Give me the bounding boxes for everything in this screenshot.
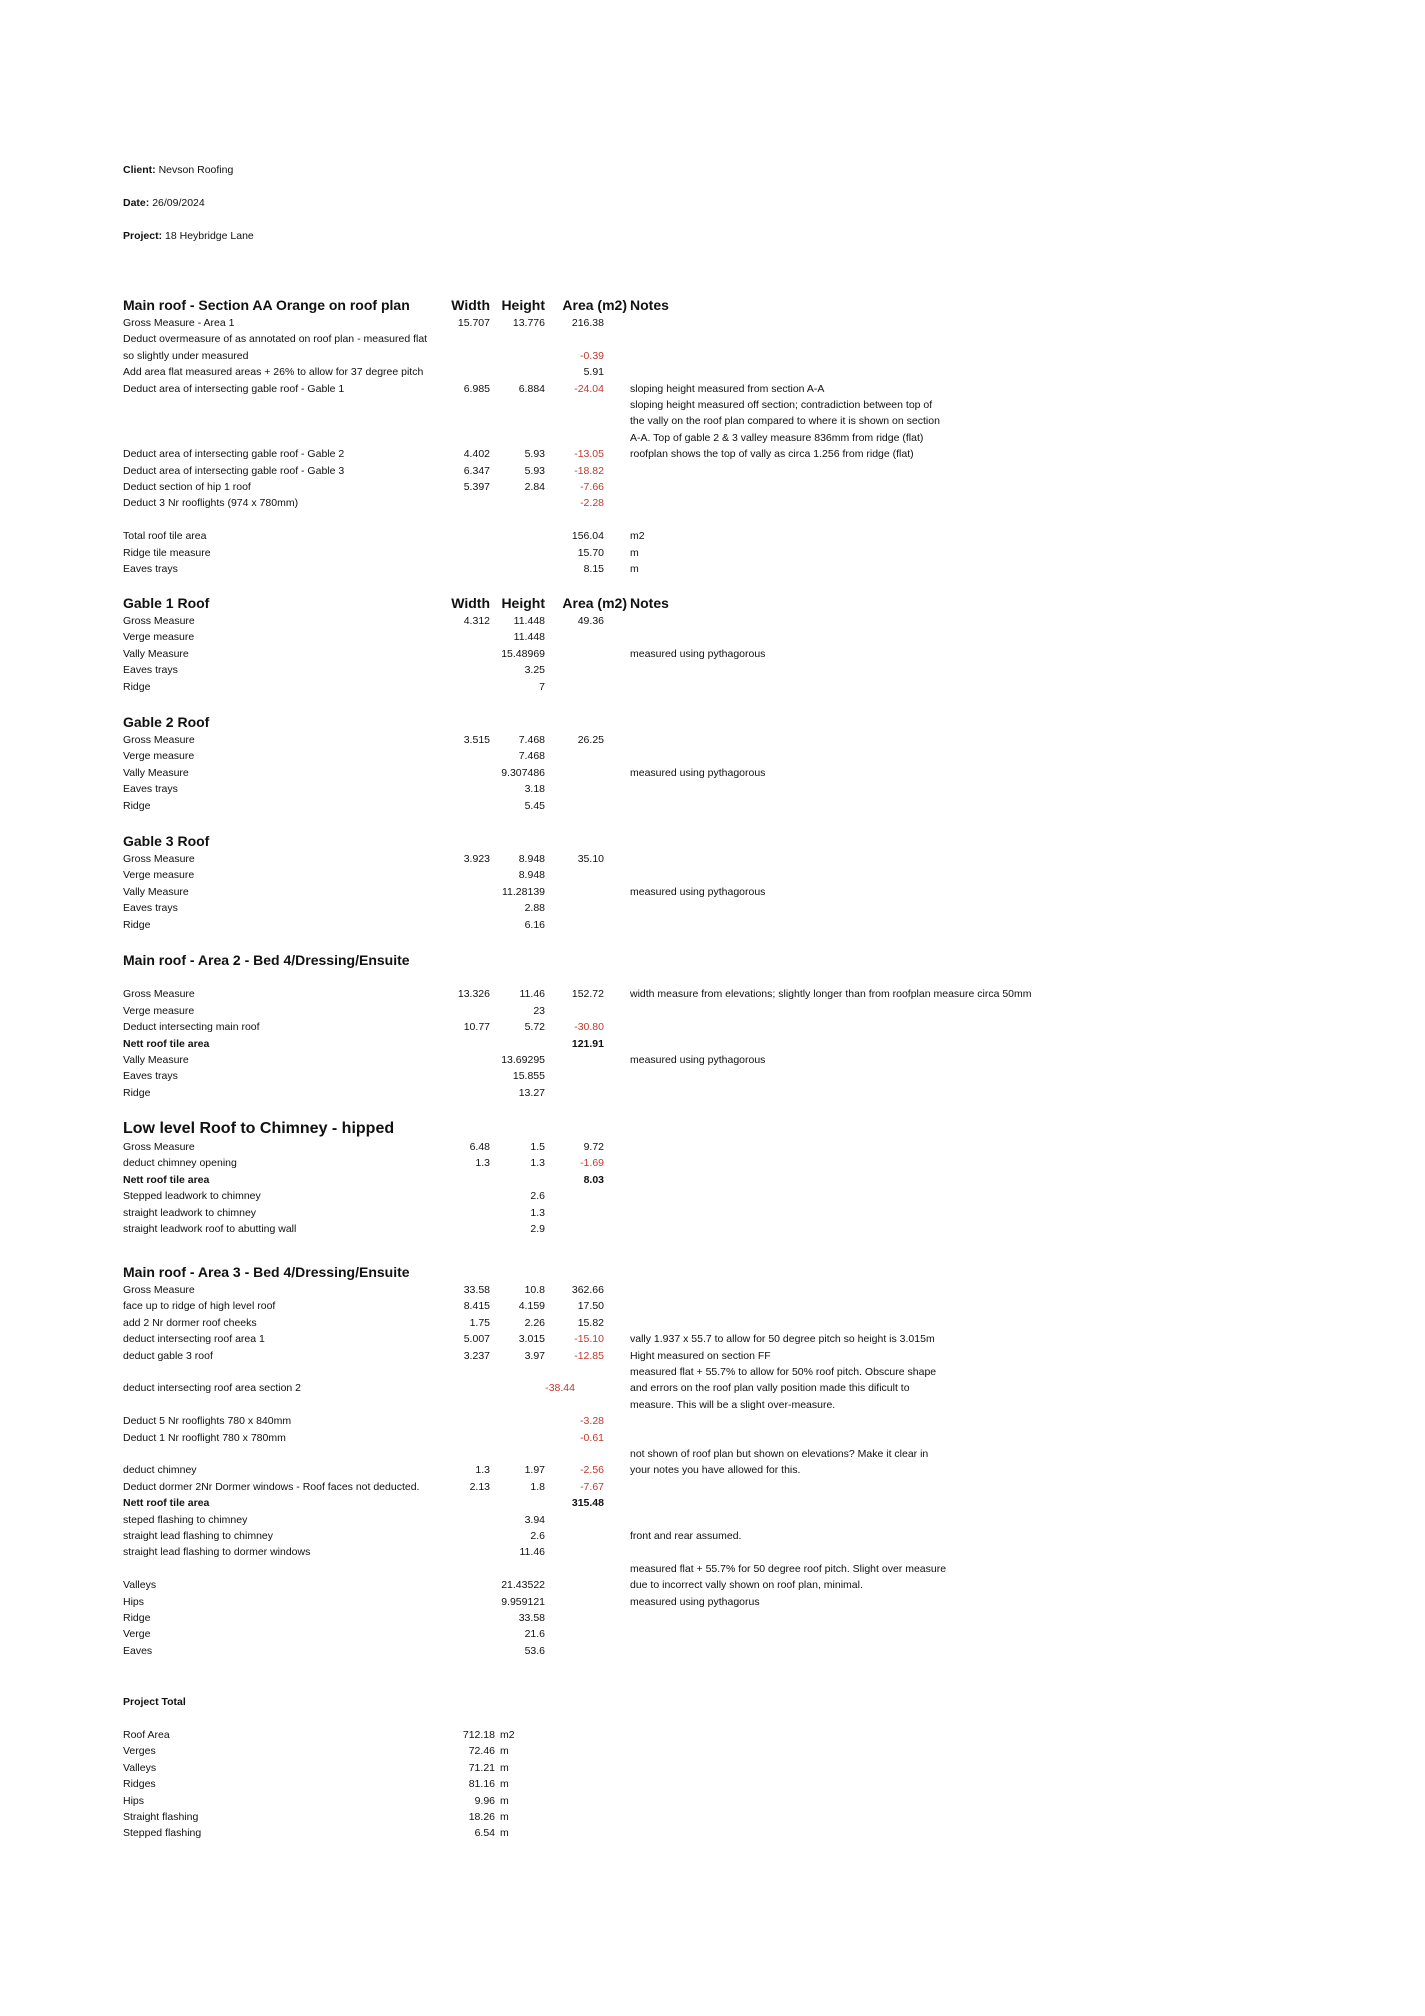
row-note: the vally on the roof plan compared to where it is shown on section — [630, 415, 940, 428]
total-value: 71.21 — [468, 1761, 495, 1774]
total-label: Ridges — [123, 1778, 156, 1791]
row-area: -2.28 — [580, 497, 604, 510]
row-label: Verge measure — [123, 1004, 195, 1017]
row-height: 5.93 — [524, 448, 545, 461]
row-area: -0.39 — [580, 349, 604, 362]
row-area: 152.72 — [571, 988, 604, 1001]
row-area: -3.28 — [580, 1415, 604, 1428]
row-width: 3.923 — [463, 853, 490, 865]
total-unit: m — [500, 1794, 509, 1807]
row-width: 10.77 — [463, 1021, 490, 1034]
total-value: 18.26 — [468, 1811, 495, 1823]
row-area: 15.70 — [577, 546, 604, 559]
section-title: Low level Roof to Chimney - hipped — [123, 1120, 395, 1137]
row-label: deduct intersecting roof area 1 — [123, 1333, 265, 1346]
row-label: face up to ridge of high level roof — [123, 1300, 276, 1313]
section-title: Gable 1 Roof — [123, 595, 210, 611]
row-label: Add area flat measured areas + 26% to allow for 37 degree pitch — [123, 366, 424, 379]
row-height: 15.48969 — [501, 647, 545, 660]
row-height: 3.015 — [518, 1333, 545, 1346]
row-note: vally 1.937 x 55.7 to allow for 50 degree pitch so height is 3.015m — [630, 1333, 935, 1346]
row-label: Nett roof tile area — [123, 1037, 210, 1050]
meta-label: Client: — [123, 164, 156, 176]
row-height: 13.776 — [512, 317, 545, 329]
row-label: Stepped leadwork to chimney — [123, 1190, 261, 1203]
row-note: measured flat + 55.7% to allow for 50% roof pitch. Obscure shape — [630, 1366, 937, 1378]
row-height: 2.6 — [530, 1530, 545, 1542]
row-label: Gross Measure — [123, 615, 195, 627]
row-note: sloping height measured off section; contradiction between top of — [630, 399, 933, 411]
row-label: Nett roof tile area — [123, 1173, 210, 1186]
row-area: -30.80 — [574, 1021, 604, 1034]
row-area: 9.72 — [583, 1141, 604, 1153]
row-note: front and rear assumed. — [630, 1530, 742, 1542]
total-unit: m — [500, 1745, 509, 1758]
row-label: Verge measure — [123, 631, 195, 644]
row-width: 8.415 — [463, 1300, 490, 1313]
row-note: due to incorrect vally shown on roof plan, minimal. — [630, 1579, 863, 1592]
row-height: 8.948 — [518, 869, 545, 882]
row-width: 33.58 — [463, 1284, 490, 1296]
row-height: 5.72 — [524, 1021, 545, 1034]
row-area: -7.66 — [580, 481, 604, 493]
row-label: Gross Measure — [123, 853, 195, 865]
row-note: measured using pythagorus — [630, 1595, 760, 1608]
section-title: Main roof - Area 3 - Bed 4/Dressing/Ensuite — [123, 1264, 410, 1280]
col-notes-header: Notes — [630, 595, 669, 611]
row-label: Deduct intersecting main roof — [123, 1021, 260, 1034]
row-area: 156.04 — [571, 530, 604, 543]
total-label: Hips — [123, 1794, 145, 1807]
meta-line — [123, 196, 205, 210]
meta-label: Project: — [123, 230, 163, 242]
row-area: 121.91 — [571, 1037, 604, 1050]
row-label: Vally Measure — [123, 766, 189, 779]
row-label: Ridge — [123, 1086, 151, 1099]
row-area: 35.10 — [577, 853, 604, 865]
row-height: 2.9 — [530, 1223, 545, 1235]
section-title: Main roof - Section AA Orange on roof plan — [123, 297, 410, 313]
total-value: 81.16 — [468, 1778, 495, 1791]
row-note: width measure from elevations; slightly longer than from roofplan measure circa 50mm — [630, 988, 1032, 1001]
row-area: 216.38 — [571, 317, 604, 329]
row-note: measured using pythagorous — [630, 1054, 766, 1066]
row-label: Vally Measure — [123, 1054, 189, 1066]
row-width: 13.326 — [457, 988, 490, 1001]
col-height-header: Height — [501, 595, 545, 611]
total-value: 712.18 — [462, 1729, 495, 1741]
row-height: 11.448 — [513, 615, 545, 627]
row-height: 7.468 — [518, 734, 545, 746]
row-label: Deduct area of intersecting gable roof - Gable 1 — [123, 382, 345, 395]
row-label: straight leadwork to chimney — [123, 1206, 257, 1219]
row-height: 10.8 — [524, 1284, 545, 1296]
row-width: 6.985 — [463, 382, 490, 395]
row-label: Deduct 3 Nr rooflights (974 x 780mm) — [123, 497, 299, 510]
row-area: 15.82 — [577, 1316, 604, 1329]
row-area: -0.61 — [580, 1431, 604, 1444]
row-height: 33.58 — [518, 1612, 545, 1624]
row-label: steped flashing to chimney — [123, 1513, 248, 1526]
row-height: 3.97 — [524, 1349, 545, 1362]
row-label: deduct chimney — [123, 1464, 197, 1477]
row-label: Deduct dormer 2Nr Dormer windows - Roof faces not deducted. — [123, 1480, 420, 1493]
row-height: 9.307486 — [501, 766, 545, 779]
total-unit: m — [500, 1811, 509, 1823]
project-total-title: Project Total — [123, 1696, 186, 1708]
col-notes-header: Notes — [630, 297, 669, 313]
meta-value: 26/09/2024 — [152, 197, 205, 209]
row-label: Eaves trays — [123, 902, 178, 915]
row-label: Ridge — [123, 1612, 151, 1624]
row-label: Ridge tile measure — [123, 546, 211, 559]
row-label: Verge measure — [123, 869, 195, 882]
row-height: 7.468 — [518, 750, 545, 763]
row-height: 7 — [539, 680, 545, 693]
row-label: straight lead flashing to dormer windows — [123, 1546, 311, 1559]
row-width: 5.007 — [463, 1333, 490, 1346]
total-unit: m — [500, 1778, 509, 1791]
row-width: 15.707 — [457, 317, 490, 329]
row-height: 11.46 — [519, 1546, 545, 1559]
row-height: 13.69295 — [501, 1054, 545, 1066]
total-value: 9.96 — [474, 1794, 495, 1807]
row-height: -38.44 — [545, 1382, 575, 1395]
row-height: 6.16 — [524, 918, 545, 931]
row-height: 1.5 — [530, 1141, 545, 1153]
row-area: -7.67 — [580, 1480, 604, 1493]
row-height: 3.25 — [524, 664, 545, 677]
row-width: 2.13 — [469, 1480, 490, 1493]
row-area: -2.56 — [580, 1464, 604, 1477]
row-area: 26.25 — [577, 734, 604, 746]
row-area: 315.48 — [571, 1497, 604, 1510]
row-note: m2 — [630, 530, 645, 543]
row-height: 1.3 — [530, 1206, 545, 1219]
row-label: Verge — [123, 1628, 151, 1641]
row-area: 362.66 — [571, 1284, 604, 1296]
col-height-header: Height — [501, 297, 545, 313]
row-note: A-A. Top of gable 2 & 3 valley measure 836mm from ridge (flat) — [630, 431, 924, 444]
row-height: 13.27 — [518, 1086, 545, 1099]
total-label: Roof Area — [123, 1729, 170, 1741]
row-height: 1.3 — [530, 1157, 545, 1170]
row-height: 2.88 — [524, 902, 545, 915]
row-height: 5.93 — [524, 464, 545, 477]
row-note: your notes you have allowed for this. — [630, 1464, 801, 1477]
row-label: Ridge — [123, 799, 151, 812]
total-label: Valleys — [123, 1761, 157, 1774]
meta-label: Date: — [123, 197, 150, 209]
total-label: Stepped flashing — [123, 1827, 202, 1840]
row-note: Hight measured on section FF — [630, 1349, 771, 1362]
row-label: Deduct area of intersecting gable roof - Gable 2 — [123, 448, 345, 461]
row-label: straight lead flashing to chimney — [123, 1530, 273, 1542]
row-note: measured flat + 55.7% for 50 degree roof pitch. Slight over measure — [630, 1562, 947, 1575]
row-label: Eaves — [123, 1644, 153, 1657]
col-width-header: Width — [451, 297, 490, 313]
col-width-header: Width — [451, 595, 490, 611]
total-value: 72.46 — [468, 1745, 495, 1758]
row-height: 1.8 — [530, 1480, 545, 1493]
col-area-header: Area (m2) — [562, 297, 627, 313]
row-label: Deduct section of hip 1 roof — [123, 481, 251, 493]
row-area: -12.85 — [574, 1349, 604, 1362]
row-label: Gross Measure — [123, 988, 195, 1001]
row-area: 8.03 — [583, 1173, 604, 1186]
row-area: -18.82 — [574, 464, 604, 477]
row-label: Gross Measure — [123, 734, 195, 746]
row-label: Vally Measure — [123, 885, 189, 898]
row-label: Eaves trays — [123, 563, 178, 575]
row-height: 53.6 — [524, 1644, 545, 1657]
row-label: add 2 Nr dormer roof cheeks — [123, 1316, 257, 1329]
row-height: 4.159 — [518, 1300, 545, 1313]
row-width: 6.347 — [463, 464, 490, 477]
row-label: Hips — [123, 1595, 145, 1608]
row-note: roofplan shows the top of vally as circa 1.256 from ridge (flat) — [630, 448, 914, 461]
row-height: 11.28139 — [501, 885, 545, 898]
row-height: 2.26 — [524, 1316, 545, 1329]
row-width: 1.75 — [469, 1316, 490, 1329]
row-width: 4.402 — [463, 448, 490, 461]
row-label: so slightly under measured — [123, 349, 249, 362]
row-height: 3.18 — [524, 783, 545, 796]
meta-line — [123, 229, 254, 243]
row-note: measured using pythagorous — [630, 766, 766, 779]
row-label: Deduct overmeasure of as annotated on roof plan - measured flat — [123, 333, 428, 346]
row-height: 9.959121 — [501, 1595, 545, 1608]
section-title: Gable 2 Roof — [123, 714, 210, 730]
row-note: and errors on the roof plan vally position made this dificult to — [630, 1382, 910, 1395]
row-width: 5.397 — [463, 481, 490, 493]
row-height: 2.84 — [524, 481, 545, 493]
row-note: sloping height measured from section A-A — [630, 382, 825, 395]
row-note: not shown of roof plan but shown on elevations? Make it clear in — [630, 1448, 929, 1460]
row-label: Nett roof tile area — [123, 1497, 210, 1510]
row-area: 8.15 — [583, 563, 604, 575]
row-height: 3.94 — [524, 1513, 545, 1526]
row-height: 21.43522 — [501, 1579, 545, 1592]
col-area-header: Area (m2) — [562, 595, 627, 611]
row-label: straight leadwork roof to abutting wall — [123, 1223, 297, 1235]
row-label: Deduct 5 Nr rooflights 780 x 840mm — [123, 1415, 292, 1428]
row-area: 17.50 — [577, 1300, 604, 1313]
row-label: Eaves trays — [123, 1070, 178, 1083]
row-label: Ridge — [123, 680, 151, 693]
row-height: 23 — [533, 1004, 545, 1017]
row-height: 11.46 — [519, 988, 545, 1001]
row-label: Gross Measure - Area 1 — [123, 317, 235, 329]
total-label: Straight flashing — [123, 1811, 199, 1823]
row-label: Deduct 1 Nr rooflight 780 x 780mm — [123, 1431, 286, 1444]
row-area: -1.69 — [580, 1157, 604, 1170]
row-label: Gross Measure — [123, 1284, 195, 1296]
row-width: 1.3 — [475, 1464, 490, 1477]
row-width: 1.3 — [475, 1157, 490, 1170]
row-label: Ridge — [123, 918, 151, 931]
total-unit: m — [500, 1761, 509, 1774]
meta-line — [123, 163, 233, 177]
meta-value: Nevson Roofing — [158, 164, 234, 176]
row-label: Gross Measure — [123, 1141, 195, 1153]
row-height: 8.948 — [518, 853, 545, 865]
row-width: 4.312 — [463, 615, 490, 627]
row-height: 2.6 — [530, 1190, 545, 1203]
row-label: Eaves trays — [123, 664, 178, 677]
row-area: 49.36 — [577, 615, 604, 627]
total-unit: m2 — [500, 1729, 515, 1741]
row-label: Deduct area of intersecting gable roof - Gable 3 — [123, 464, 345, 477]
row-height: 15.855 — [512, 1070, 545, 1083]
row-height: 21.6 — [524, 1628, 545, 1641]
row-height: 11.448 — [513, 631, 545, 644]
row-label: Valleys — [123, 1579, 157, 1592]
row-height: 6.884 — [518, 382, 545, 395]
row-height: 1.97 — [524, 1464, 545, 1477]
row-note: measured using pythagorous — [630, 885, 766, 898]
row-note: m — [630, 546, 639, 559]
row-label: deduct chimney opening — [123, 1157, 237, 1170]
row-width: 6.48 — [469, 1141, 490, 1153]
row-area: -24.04 — [574, 382, 604, 395]
total-unit: m — [500, 1827, 509, 1840]
row-label: Vally Measure — [123, 647, 189, 660]
meta-value: 18 Heybridge Lane — [165, 230, 254, 242]
row-note: m — [630, 563, 639, 575]
row-note: measured using pythagorous — [630, 647, 766, 660]
section-title: Main roof - Area 2 - Bed 4/Dressing/Ensuite — [123, 952, 410, 968]
total-value: 6.54 — [474, 1827, 495, 1840]
row-width: 3.515 — [463, 734, 490, 746]
row-label: deduct gable 3 roof — [123, 1349, 213, 1362]
row-area: -13.05 — [574, 448, 604, 461]
row-area: 5.91 — [583, 366, 604, 379]
row-area: -15.10 — [574, 1333, 604, 1346]
row-label: Eaves trays — [123, 783, 178, 796]
total-label: Verges — [123, 1745, 156, 1758]
row-note: measure. This will be a slight over-measure. — [630, 1398, 836, 1411]
row-width: 3.237 — [463, 1349, 490, 1362]
row-height: 5.45 — [524, 799, 545, 812]
row-label: deduct intersecting roof area section 2 — [123, 1382, 302, 1395]
row-label: Verge measure — [123, 750, 195, 763]
section-title: Gable 3 Roof — [123, 833, 210, 849]
row-label: Total roof tile area — [123, 530, 207, 543]
